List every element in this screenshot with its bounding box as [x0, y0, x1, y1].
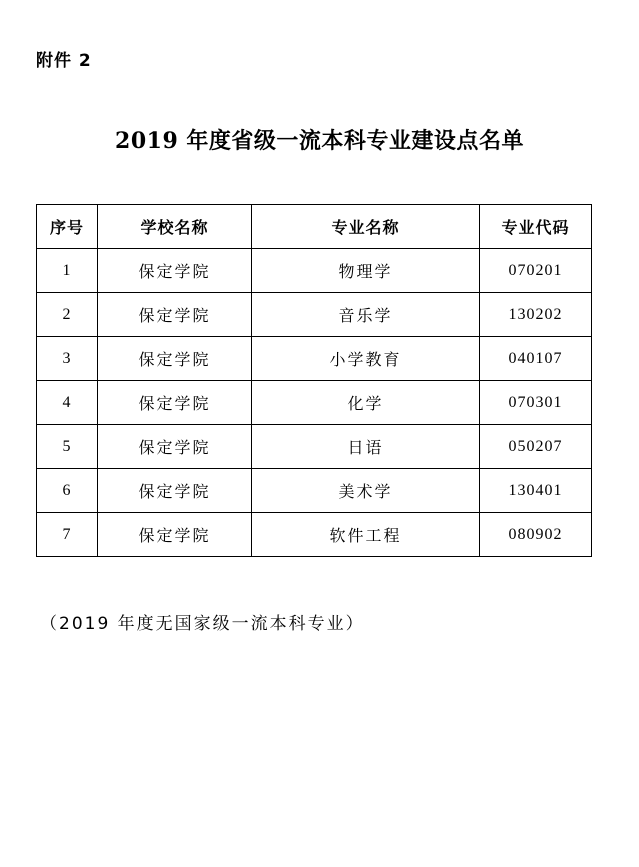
row-index: 4 [37, 381, 98, 425]
table-row [37, 513, 592, 557]
row-code: 130202 [480, 293, 592, 337]
row-code: 130401 [480, 469, 592, 513]
row-index: 2 [37, 293, 98, 337]
row-major: 日语 [252, 425, 480, 469]
row-index: 7 [37, 513, 98, 557]
row-index: 1 [37, 249, 98, 293]
row-school: 保定学院 [98, 425, 252, 469]
row-code: 070201 [480, 249, 592, 293]
row-major: 音乐学 [252, 293, 480, 337]
row-major: 化学 [252, 381, 480, 425]
row-major: 软件工程 [252, 513, 480, 557]
row-major: 美术学 [252, 469, 480, 513]
row-school: 保定学院 [98, 249, 252, 293]
table-row [37, 381, 592, 425]
row-code: 070301 [480, 381, 592, 425]
table-header-row [37, 205, 592, 249]
row-school: 保定学院 [98, 293, 252, 337]
footnote: （2019 年度无国家级一流本科专业） [40, 614, 365, 634]
row-major: 小学教育 [252, 337, 480, 381]
header-index: 序号 [37, 205, 98, 249]
row-code: 050207 [480, 425, 592, 469]
table-row [37, 249, 592, 293]
header-major: 专业名称 [252, 205, 480, 249]
table-row [37, 425, 592, 469]
majors-table [36, 204, 592, 557]
table-row [37, 293, 592, 337]
row-index: 3 [37, 337, 98, 381]
row-school: 保定学院 [98, 469, 252, 513]
row-school: 保定学院 [98, 337, 252, 381]
row-code: 040107 [480, 337, 592, 381]
table-row [37, 337, 592, 381]
attachment-label: 附件 2 [36, 51, 92, 71]
header-school: 学校名称 [98, 205, 252, 249]
table-row [37, 469, 592, 513]
row-index: 6 [37, 469, 98, 513]
document-title: 2019 年度省级一流本科专业建设点名单 [115, 128, 524, 154]
row-school: 保定学院 [98, 381, 252, 425]
row-index: 5 [37, 425, 98, 469]
row-school: 保定学院 [98, 513, 252, 557]
row-code: 080902 [480, 513, 592, 557]
row-major: 物理学 [252, 249, 480, 293]
header-code: 专业代码 [480, 205, 592, 249]
